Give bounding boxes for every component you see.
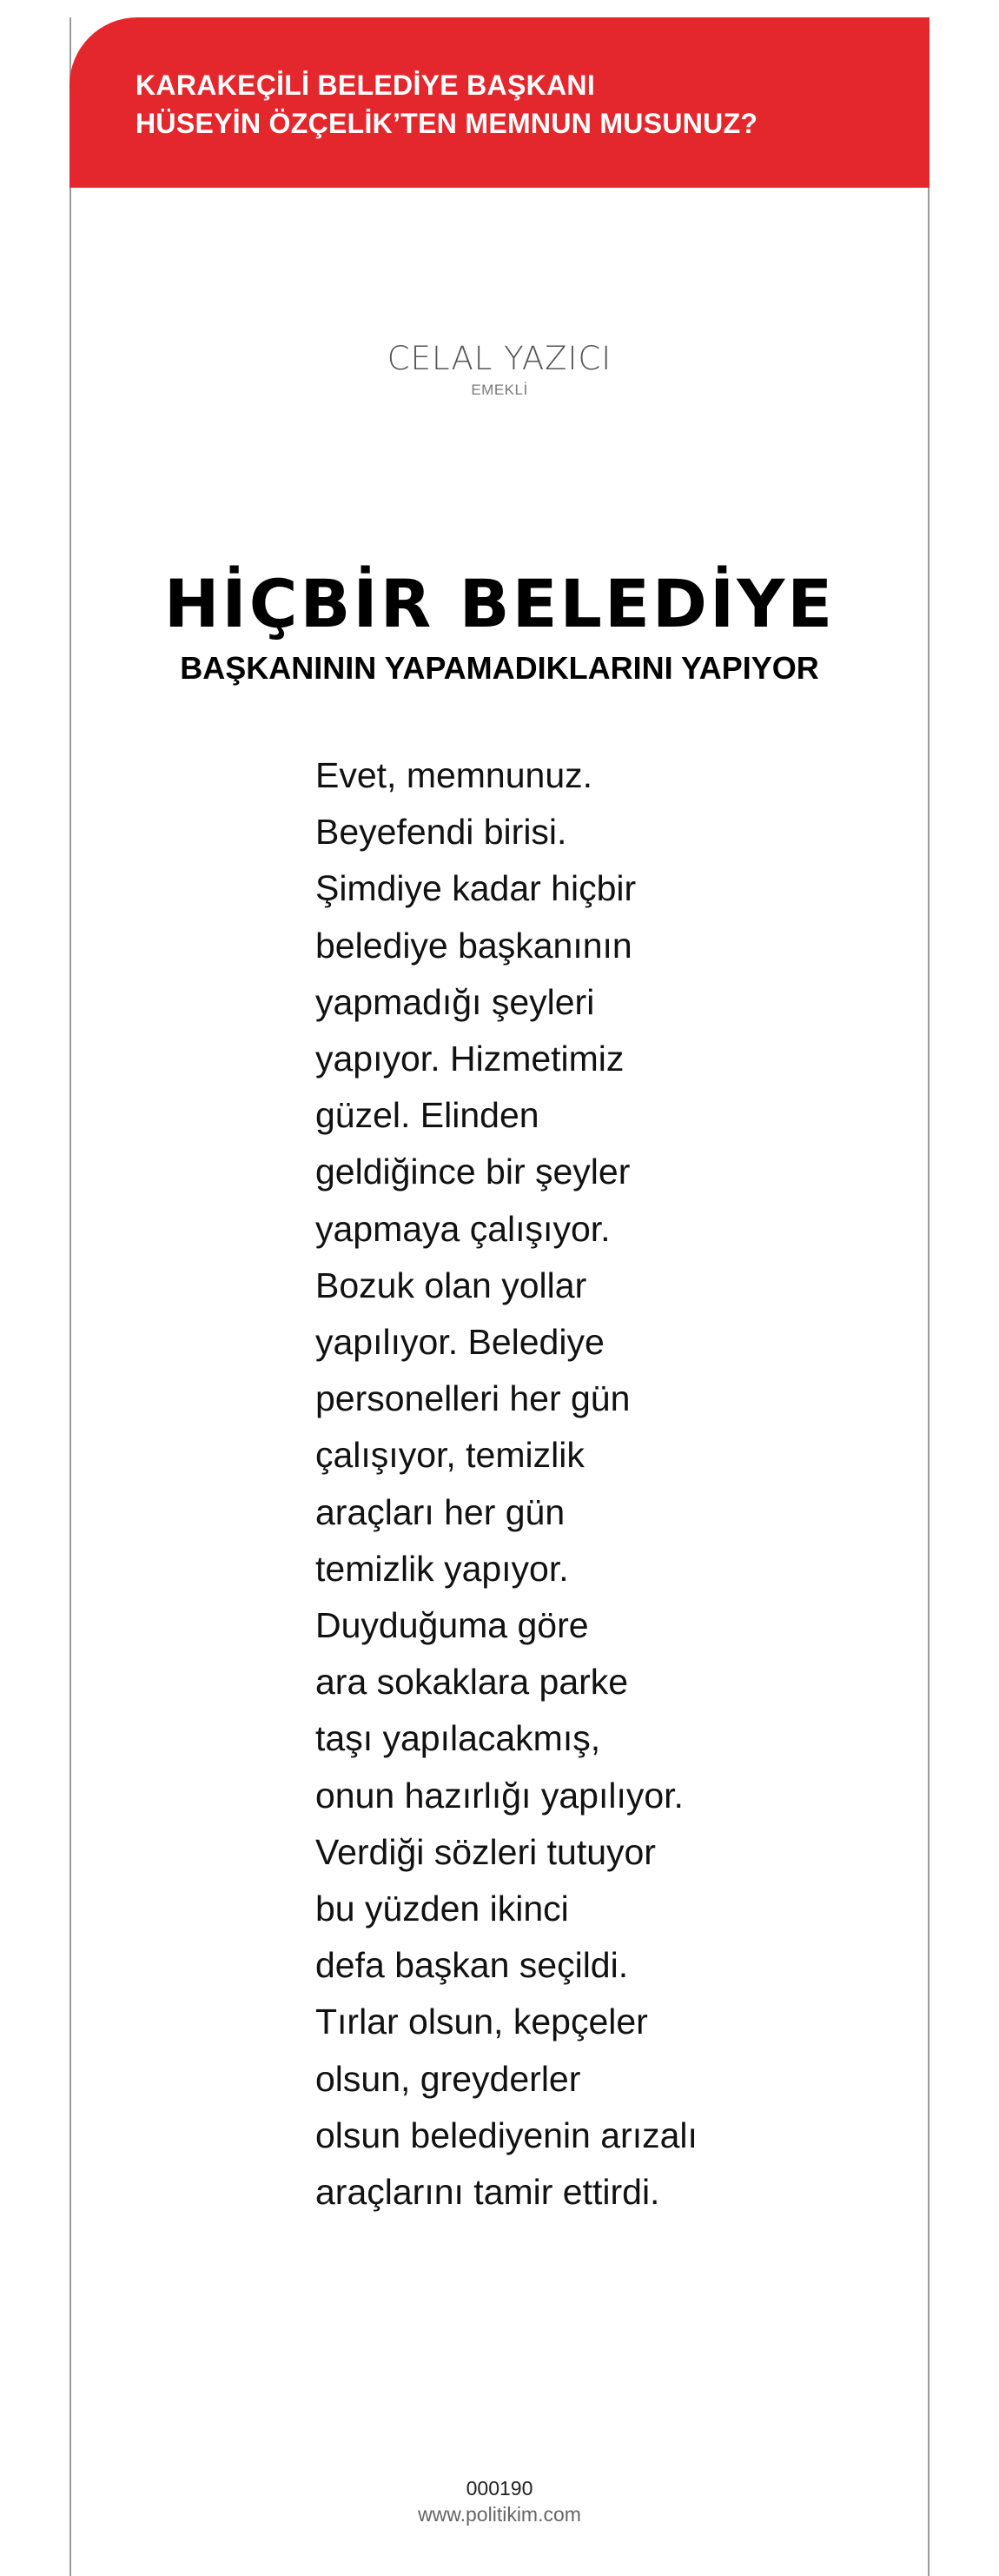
answer-line: bu yüzden ikinci: [315, 1889, 569, 1929]
answer-line: olsun, greyderler: [315, 2058, 581, 2099]
answer-line: çalışıyor, temizlik: [315, 1435, 585, 1476]
card-border-left: [69, 17, 71, 2576]
answer-line: Beyefendi birisi.: [315, 812, 567, 853]
answer-line: belediye başkanının: [315, 925, 632, 966]
answer-line: geldiğince bir şeyler: [315, 1152, 631, 1192]
answer-line: personelleri her gün: [315, 1378, 631, 1419]
answer-line: Verdiği sözleri tutuyor: [315, 1831, 656, 1872]
footer-code: 000190: [466, 2477, 533, 2500]
answer-line: ara sokaklara parke: [315, 1662, 629, 1703]
answer-line: Tırlar olsun, kepçeler: [315, 2002, 648, 2042]
answer-line: defa başkan seçildi.: [315, 1945, 629, 1986]
question-line-2: HÜSEYİN ÖZÇELİK’TEN MEMNUN MUSUNUZ?: [136, 108, 758, 139]
answer-line: Bozuk olan yollar: [315, 1265, 587, 1305]
answer-line: yapmadığı şeyleri: [315, 981, 595, 1022]
author-role: EMEKLİ: [471, 382, 528, 398]
answer-line: Evet, memnunuz.: [315, 755, 593, 795]
article-card: [69, 17, 930, 2576]
author-block: [69, 339, 930, 400]
author-name: CELAL YAZICI: [387, 340, 612, 377]
question-header: [69, 17, 930, 188]
answer-line: araçları her gün: [315, 1491, 566, 1532]
answer-line: temizlik yapıyor.: [315, 1548, 569, 1589]
question-line-1: KARAKEÇİLİ BELEDİYE BAŞKANI: [136, 70, 596, 101]
answer-line: Duyduğuma göre: [315, 1605, 589, 1646]
answer-line: onun hazırlığı yapılıyor.: [315, 1775, 684, 1816]
answer-text: [315, 747, 854, 2221]
headline-subtitle: BAŞKANININ YAPAMADIKLARINI YAPIYOR: [180, 650, 819, 686]
answer-line: olsun belediyenin arızalı: [315, 2115, 698, 2155]
answer-line: araçlarını tamir ettirdi.: [315, 2172, 660, 2213]
answer-line: yapmaya çalışıyor.: [315, 1208, 611, 1249]
answer-line: güzel. Elinden: [315, 1095, 539, 1136]
answer-line: taşı yapılacakmış,: [315, 1718, 601, 1759]
footer: [69, 2475, 930, 2527]
headline-title: HİÇBİR BELEDİYE: [163, 565, 836, 642]
answer-line: yapıyor. Hizmetimiz: [315, 1039, 625, 1079]
answer-line: yapılıyor. Belediye: [315, 1322, 605, 1363]
footer-website-link[interactable]: www.politikim.com: [418, 2503, 581, 2526]
answer-line: Şimdiye kadar hiçbir: [315, 868, 637, 909]
card-border-right: [928, 17, 930, 2576]
